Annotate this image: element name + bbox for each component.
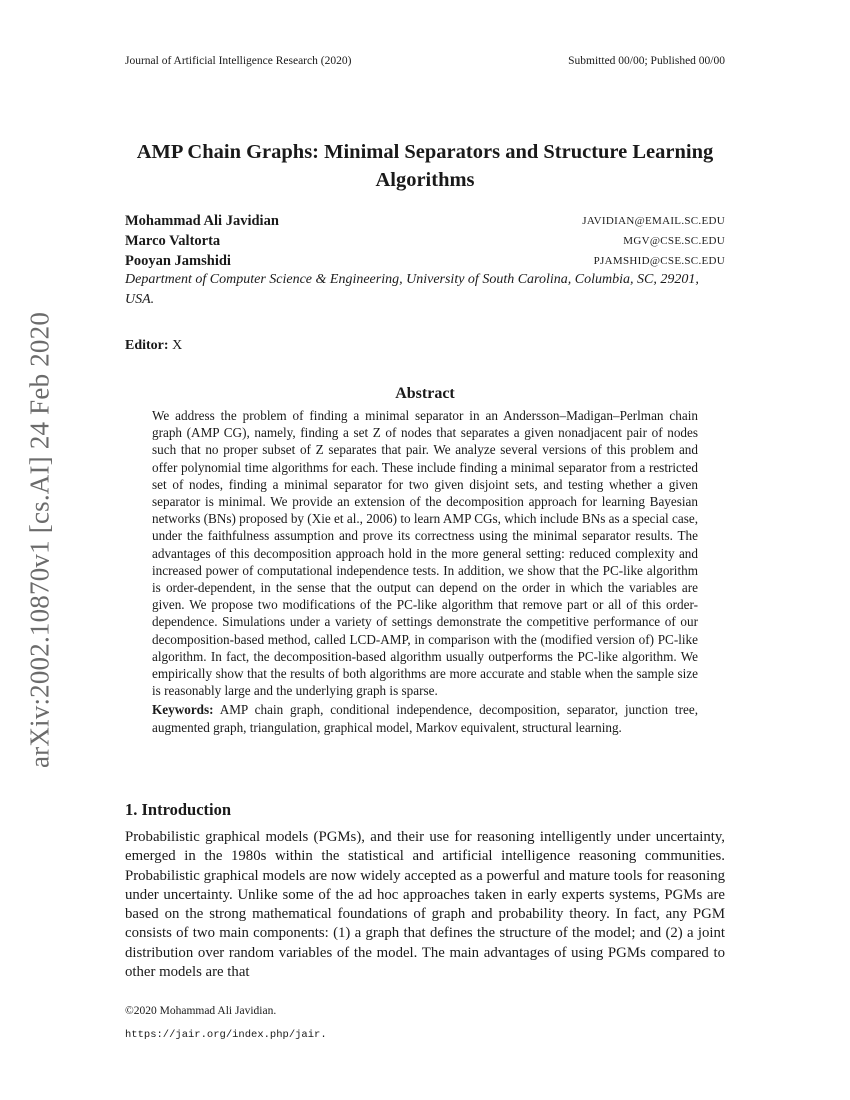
abstract-heading: Abstract [395, 385, 455, 402]
paper-title: AMP Chain Graphs: Minimal Separators and Structure Learning Algorithms [136, 141, 714, 191]
keywords-text: AMP chain graph, conditional independence, decomposition, separator, junction tree, augmented graph, triangulation, graphical model, Markov equivalent, structural learning. [152, 702, 698, 735]
submission-info: Submitted 00/00; Published 00/00 [568, 55, 725, 67]
author-row [125, 251, 725, 271]
author-name: Mohammad Ali Javidian [125, 213, 279, 229]
author-row [125, 211, 725, 231]
editor-line [125, 338, 182, 354]
author-name: Pooyan Jamshidi [125, 253, 231, 269]
author-row [125, 231, 725, 251]
journal-url-link[interactable]: https://jair.org/index.php/jair. [125, 1029, 327, 1041]
abstract-text: We address the problem of finding a minimal separator in an Andersson–Madigan–Perlman chain graph (AMP CG), namely, finding a set Z of nodes that separates a given nonadjacent pair of nodes such that no proper subset of Z separates that pair. We analyze several versions of this problem and offer polynomial time algorithms for each. These include finding a minimal separator from a restricted set of nodes, finding a minimal separator for two given disjoint sets, and testing whether a given separator is minimal. We provide an extension of the decomposition approach for learning Bayesian networks (BNs) proposed by (Xie et al., 2006) to learn AMP CGs, which include BNs as a special case, under the faithfulness assumption and prove its correctness using the minimal separator results. The advantages of this decomposition approach hold in the more general setting: reduced complexity and increased power of computational independence tests. In addition, we show that the PC-like algorithm is order-dependent, in the sense that the output can depend on the order in which the variables are given. We propose two modifications of the PC-like algorithm that remove part or all of this order-dependence. Simulations under a variety of settings demonstrate the competitive performance of our decomposition-based method, called LCD-AMP, in comparison with the (modified version of) PC-like algorithm. In fact, the decomposition-based algorithm usually outperforms the PC-like algorithm. We empirically show that the results of both algorithms are more accurate and stable when the sample size is reasonably large and the underlying graph is sparse. [152, 408, 698, 699]
keywords-label: Keywords: [152, 702, 214, 718]
author-name: Marco Valtorta [125, 233, 221, 249]
author-list [125, 211, 725, 271]
section-heading-introduction: 1. Introduction [125, 800, 232, 819]
arxiv-identifier: arXiv:2002.10870v1 [cs.AI] 24 Feb 2020 [24, 311, 55, 769]
keywords [152, 701, 698, 735]
copyright-notice: ©2020 Mohammad Ali Javidian. [125, 1005, 277, 1017]
introduction-text: Probabilistic graphical models (PGMs), and their use for reasoning intelligently under uncertainty, emerged in the 1980s within the statistical and artificial intelligence reasoning communities. Probabilistic graphical models are now widely accepted as a powerful and mature tools for reasoning under uncertainty. Unlike some of the ad hoc approaches taken in early experts systems, PGMs are based on the strong mathematical foundations of graph and probability theory. In fact, any PGM consists of two main components: (1) a graph that defines the structure of the model; and (2) a joint distribution over random variables of the model. The main advantages of using PGMs compared to other models are that [125, 829, 725, 981]
author-email: MGV@CSE.SC.EDU [623, 235, 725, 247]
editor-label: Editor: [125, 338, 169, 353]
author-email: PJAMSHID@CSE.SC.EDU [593, 255, 725, 267]
affiliation: Department of Computer Science & Engineering, University of South Carolina, Columbia, SC, 29201, USA. [125, 272, 699, 307]
editor-value: X [172, 338, 183, 353]
author-email: JAVIDIAN@EMAIL.SC.EDU [582, 215, 725, 227]
abstract [152, 407, 698, 736]
introduction-body [125, 828, 725, 982]
journal-header: Journal of Artificial Intelligence Research (2020) [125, 55, 352, 67]
